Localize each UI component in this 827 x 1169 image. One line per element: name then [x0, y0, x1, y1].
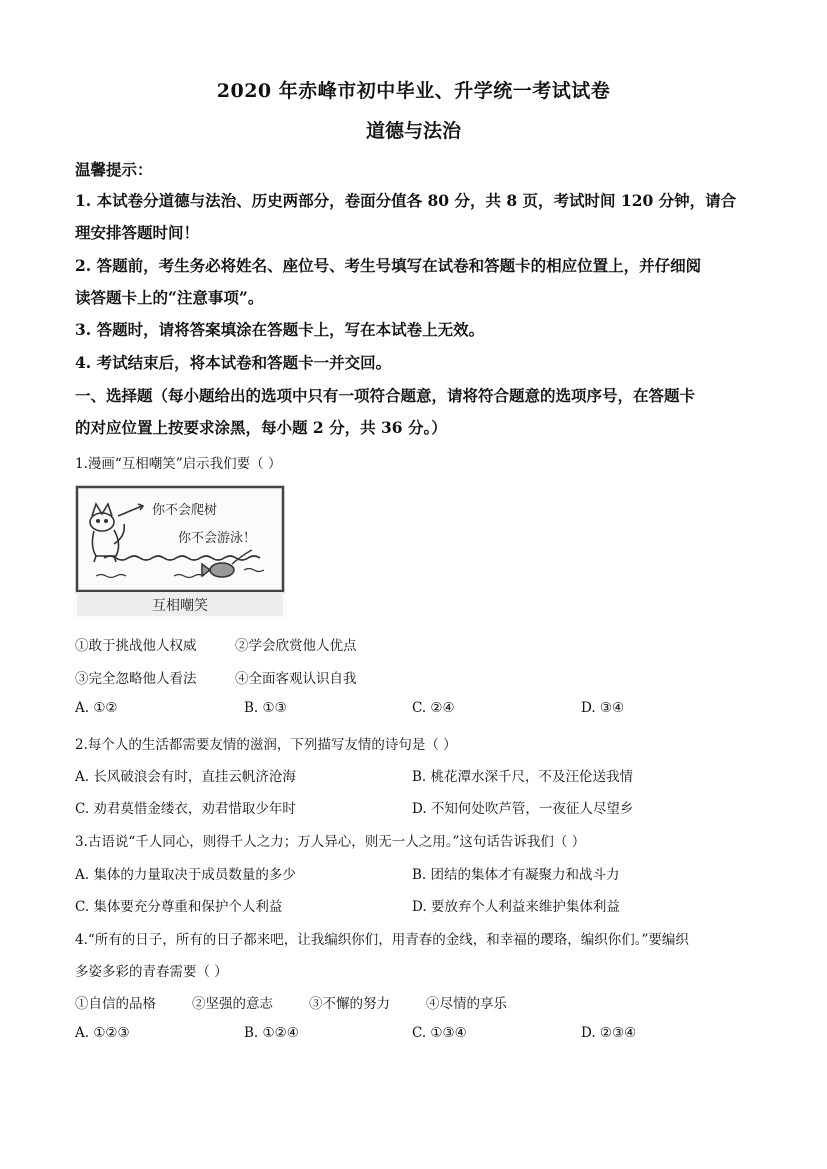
- section-heading-line-2: 的对应位置上按要求涂黑，每小题 2 分，共 36 分。）: [75, 418, 447, 437]
- notice-line-1-cont: 理安排答题时间！: [75, 223, 200, 242]
- q4-statement-3: ③不懈的努力: [309, 996, 390, 1012]
- q3-stem: 3.古语说“千人同心，则得千人之力；万人异心，则无一人之用。”这句话告诉我们（ ）: [75, 834, 586, 850]
- wave-3: [244, 569, 264, 572]
- q3-option-a: A. 集体的力量取决于成员数量的多少: [75, 867, 296, 883]
- notice-line-1: 1. 本试卷分道德与法治、历史两部分，卷面分值各 80 分，共 8 页，考试时间 120 分钟，请合: [75, 191, 737, 210]
- cartoon-caption: 互相嘲笑: [152, 598, 208, 614]
- section-heading-line-1: 一、选择题（每小题给出的选项中只有一项符合题意，请将符合题意的选项序号，在答题卡: [75, 386, 696, 405]
- q4-option-a: A. ①②③: [75, 1025, 130, 1041]
- wave-1: [96, 575, 126, 578]
- notice-heading: 温馨提示：: [75, 160, 153, 179]
- q1-statement-1: ①敢于挑战他人权威: [75, 638, 197, 654]
- cat-figure: [90, 504, 124, 562]
- q4-statement-1: ①自信的品格: [75, 996, 156, 1012]
- exam-title: 2020 年赤峰市初中毕业、升学统一考试试卷: [216, 80, 611, 102]
- exam-subject: 道德与法治: [365, 120, 461, 142]
- notice-line-2-cont: 读答题卡上的“注意事项”。: [75, 288, 264, 307]
- fish-figure: [202, 563, 234, 577]
- wave-2: [174, 575, 204, 578]
- q4-statement-2: ②坚强的意志: [192, 996, 273, 1012]
- q2-option-a: A. 长风破浪会有时，直挂云帆济沧海: [75, 769, 296, 785]
- q1-option-c: C. ②④: [412, 700, 455, 716]
- q1-stem: 1.漫画“互相嘲笑”启示我们要（ ）: [75, 456, 282, 472]
- cartoon-drawing: [74, 484, 286, 618]
- q4-option-b: B. ①②④: [244, 1025, 299, 1041]
- q4-statement-4: ④尽情的享乐: [426, 996, 507, 1012]
- q3-option-c: C. 集体要充分尊重和保护个人利益: [75, 899, 283, 915]
- notice-line-3: 3. 答题时，请将答案填涂在答题卡上，写在本试卷上无效。: [75, 320, 485, 339]
- q4-option-c: C. ①③④: [412, 1025, 467, 1041]
- q3-option-d: D. 要放弃个人利益来维护集体利益: [412, 899, 620, 915]
- arrow-line: [118, 506, 142, 516]
- q3-option-b: B. 团结的集体才有凝聚力和战斗力: [412, 867, 620, 883]
- q1-option-b: B. ①③: [244, 700, 287, 716]
- q1-option-a: A. ①②: [75, 700, 118, 716]
- q1-statement-3: ③完全忽略他人看法: [75, 671, 197, 687]
- notice-line-4: 4. 考试结束后，将本试卷和答题卡一并交回。: [75, 353, 392, 372]
- q2-option-d: D. 不知何处吹芦管，一夜征人尽望乡: [412, 801, 634, 817]
- speech-fish: 你不会游泳！: [178, 531, 257, 546]
- q4-option-d: D. ②③④: [581, 1025, 637, 1041]
- q4-stem-line-1: 4.“所有的日子，所有的日子都来吧，让我编织你们，用青春的金线，和幸福的璎珞，编织你们。”要编织: [75, 932, 689, 948]
- q1-cartoon: [74, 484, 286, 618]
- q2-option-b: B. 桃花潭水深千尺，不及汪伦送我情: [412, 769, 634, 785]
- notice-line-2: 2. 答题前，考生务必将姓名、座位号、考生号填写在试卷和答题卡的相应位置上，并仔细阅: [75, 256, 702, 275]
- speech-cat: 你不会爬树: [152, 503, 218, 518]
- q4-stem-line-2: 多姿多彩的青春需要（ ）: [75, 964, 228, 980]
- q2-option-c: C. 劝君莫惜金缕衣，劝君惜取少年时: [75, 801, 296, 817]
- q1-statement-2: ②学会欣赏他人优点: [235, 638, 357, 654]
- q1-statement-4: ④全面客观认识自我: [235, 671, 357, 687]
- q2-stem: 2.每个人的生活都需要友情的滋润，下列描写友情的诗句是（ ）: [75, 737, 457, 753]
- q1-option-d: D. ③④: [581, 700, 625, 716]
